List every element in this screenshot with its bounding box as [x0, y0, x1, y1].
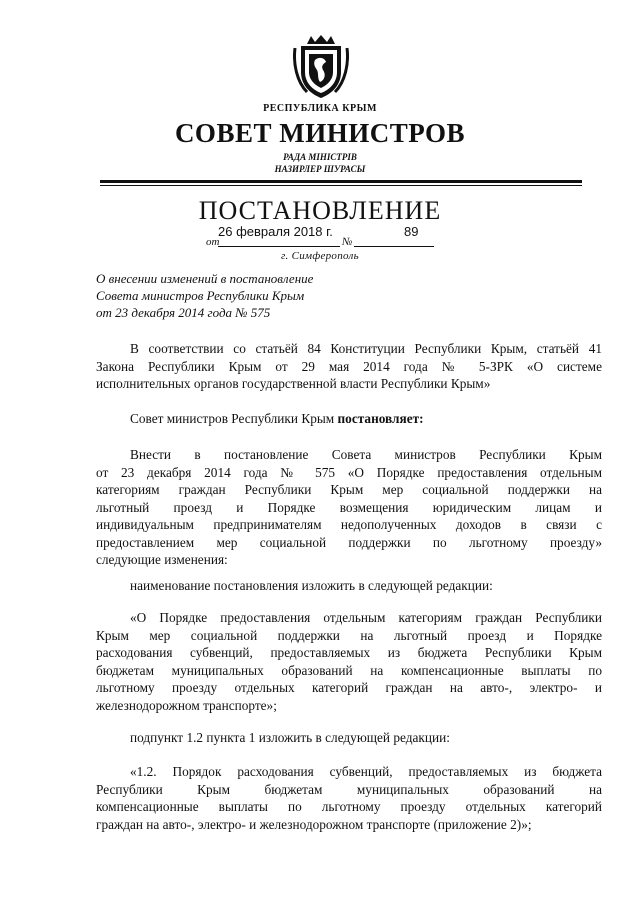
date-underline — [218, 246, 340, 247]
paragraph-line: льготному проезду отдельных категорий граждан на авто-, электро- и — [96, 680, 602, 695]
paragraph-line: категориям граждан Республики Крым мер социальной поддержки на — [96, 482, 602, 497]
paragraph-line: расходования субвенций, предоставляемых из бюджета Республики Крым — [96, 645, 602, 660]
name-change-paragraph: наименование постановления изложить в следующей редакции: — [130, 578, 493, 593]
header-rule-thin — [100, 185, 582, 186]
new-name-quote-paragraph — [96, 609, 602, 714]
decree-title-line: О внесении изменений в постановление — [96, 271, 314, 286]
council-of-ministers-heading: СОВЕТ МИНИСТРОВ — [174, 118, 466, 148]
decree-title-line: от 23 декабря 2014 года № 575 — [96, 305, 271, 320]
paragraph-line: льготный проезд и Порядке возмещения юридическим лицам и — [96, 499, 602, 515]
preamble-paragraph — [96, 340, 602, 393]
subclause-quote-paragraph — [96, 763, 602, 833]
decree-title — [96, 270, 313, 321]
paragraph-line: от 23 декабря 2014 года № 575 «О Порядке предоставления отдельным — [96, 464, 602, 480]
paragraph-line: Внести в постановление Совета министров Республики Крым — [130, 447, 602, 462]
decree-city: г. Симферополь — [281, 250, 359, 262]
resolution-paragraph — [130, 410, 424, 428]
resolution-text: Совет министров Республики Крым — [130, 411, 338, 426]
subclause-change-paragraph: подпункт 1.2 пункта 1 изложить в следующей редакции: — [130, 730, 450, 745]
amendment-paragraph — [96, 446, 602, 569]
paragraph-line: «1.2. Порядок расходования субвенций, предоставляемых из бюджета — [130, 764, 602, 779]
paragraph-line: исполнительных органов государственной власти Республики Крым» — [96, 376, 491, 391]
decree-type-heading: ПОСТАНОВЛЕНИЕ — [198, 196, 442, 225]
paragraph-line: следующие изменения: — [96, 552, 228, 567]
decree-number: 89 — [404, 224, 419, 239]
council-name-crimean-tatar: НАЗИРЛЕР ШУРАСЫ — [274, 164, 366, 174]
header-rule-thick — [100, 180, 582, 183]
paragraph-line: «О Порядке предоставления отдельным категориям граждан Республики — [130, 610, 602, 625]
paragraph-line: Крым мер социальной поддержки на льготный проезд и Порядке — [96, 627, 602, 643]
republic-label: РЕСПУБЛИКА КРЫМ — [263, 103, 377, 114]
paragraph-line: В соответствии со статьёй 84 Конституции Республики Крым, статьёй 41 — [130, 341, 602, 356]
number-label: № — [342, 236, 353, 248]
paragraph-line: предоставлением мер социальной поддержки по льготному проезду» — [96, 534, 602, 550]
decree-date: 26 февраля 2018 г. — [218, 224, 333, 239]
resolution-keyword: постановляет: — [337, 411, 424, 426]
paragraph-line: бюджетам муниципальных образований на компенсационные выплаты по — [96, 662, 602, 678]
council-name-ukrainian: РАДА МІНІСТРІВ — [283, 152, 357, 162]
date-from-label: от — [206, 236, 220, 248]
paragraph-line: граждан на авто-, электро- и железнодорожном транспорте (приложение 2)»; — [96, 816, 532, 832]
paragraph-line: Республики Крым бюджетам муниципальных образований на — [96, 781, 602, 797]
decree-title-line: Совета министров Республики Крым — [96, 288, 305, 303]
paragraph-line: Закона Республики Крым от 29 мая 2014 года № 5-ЗРК «О системе — [96, 358, 602, 374]
paragraph-line: индивидуальным предпринимателям недополученных доходов в связи с — [96, 517, 602, 532]
crimea-coat-of-arms-emblem — [293, 34, 349, 100]
number-underline — [354, 246, 434, 247]
paragraph-line: компенсационные выплаты по льготному проезду отдельных категорий — [96, 799, 602, 814]
paragraph-line: железнодорожном транспорте»; — [96, 697, 277, 713]
